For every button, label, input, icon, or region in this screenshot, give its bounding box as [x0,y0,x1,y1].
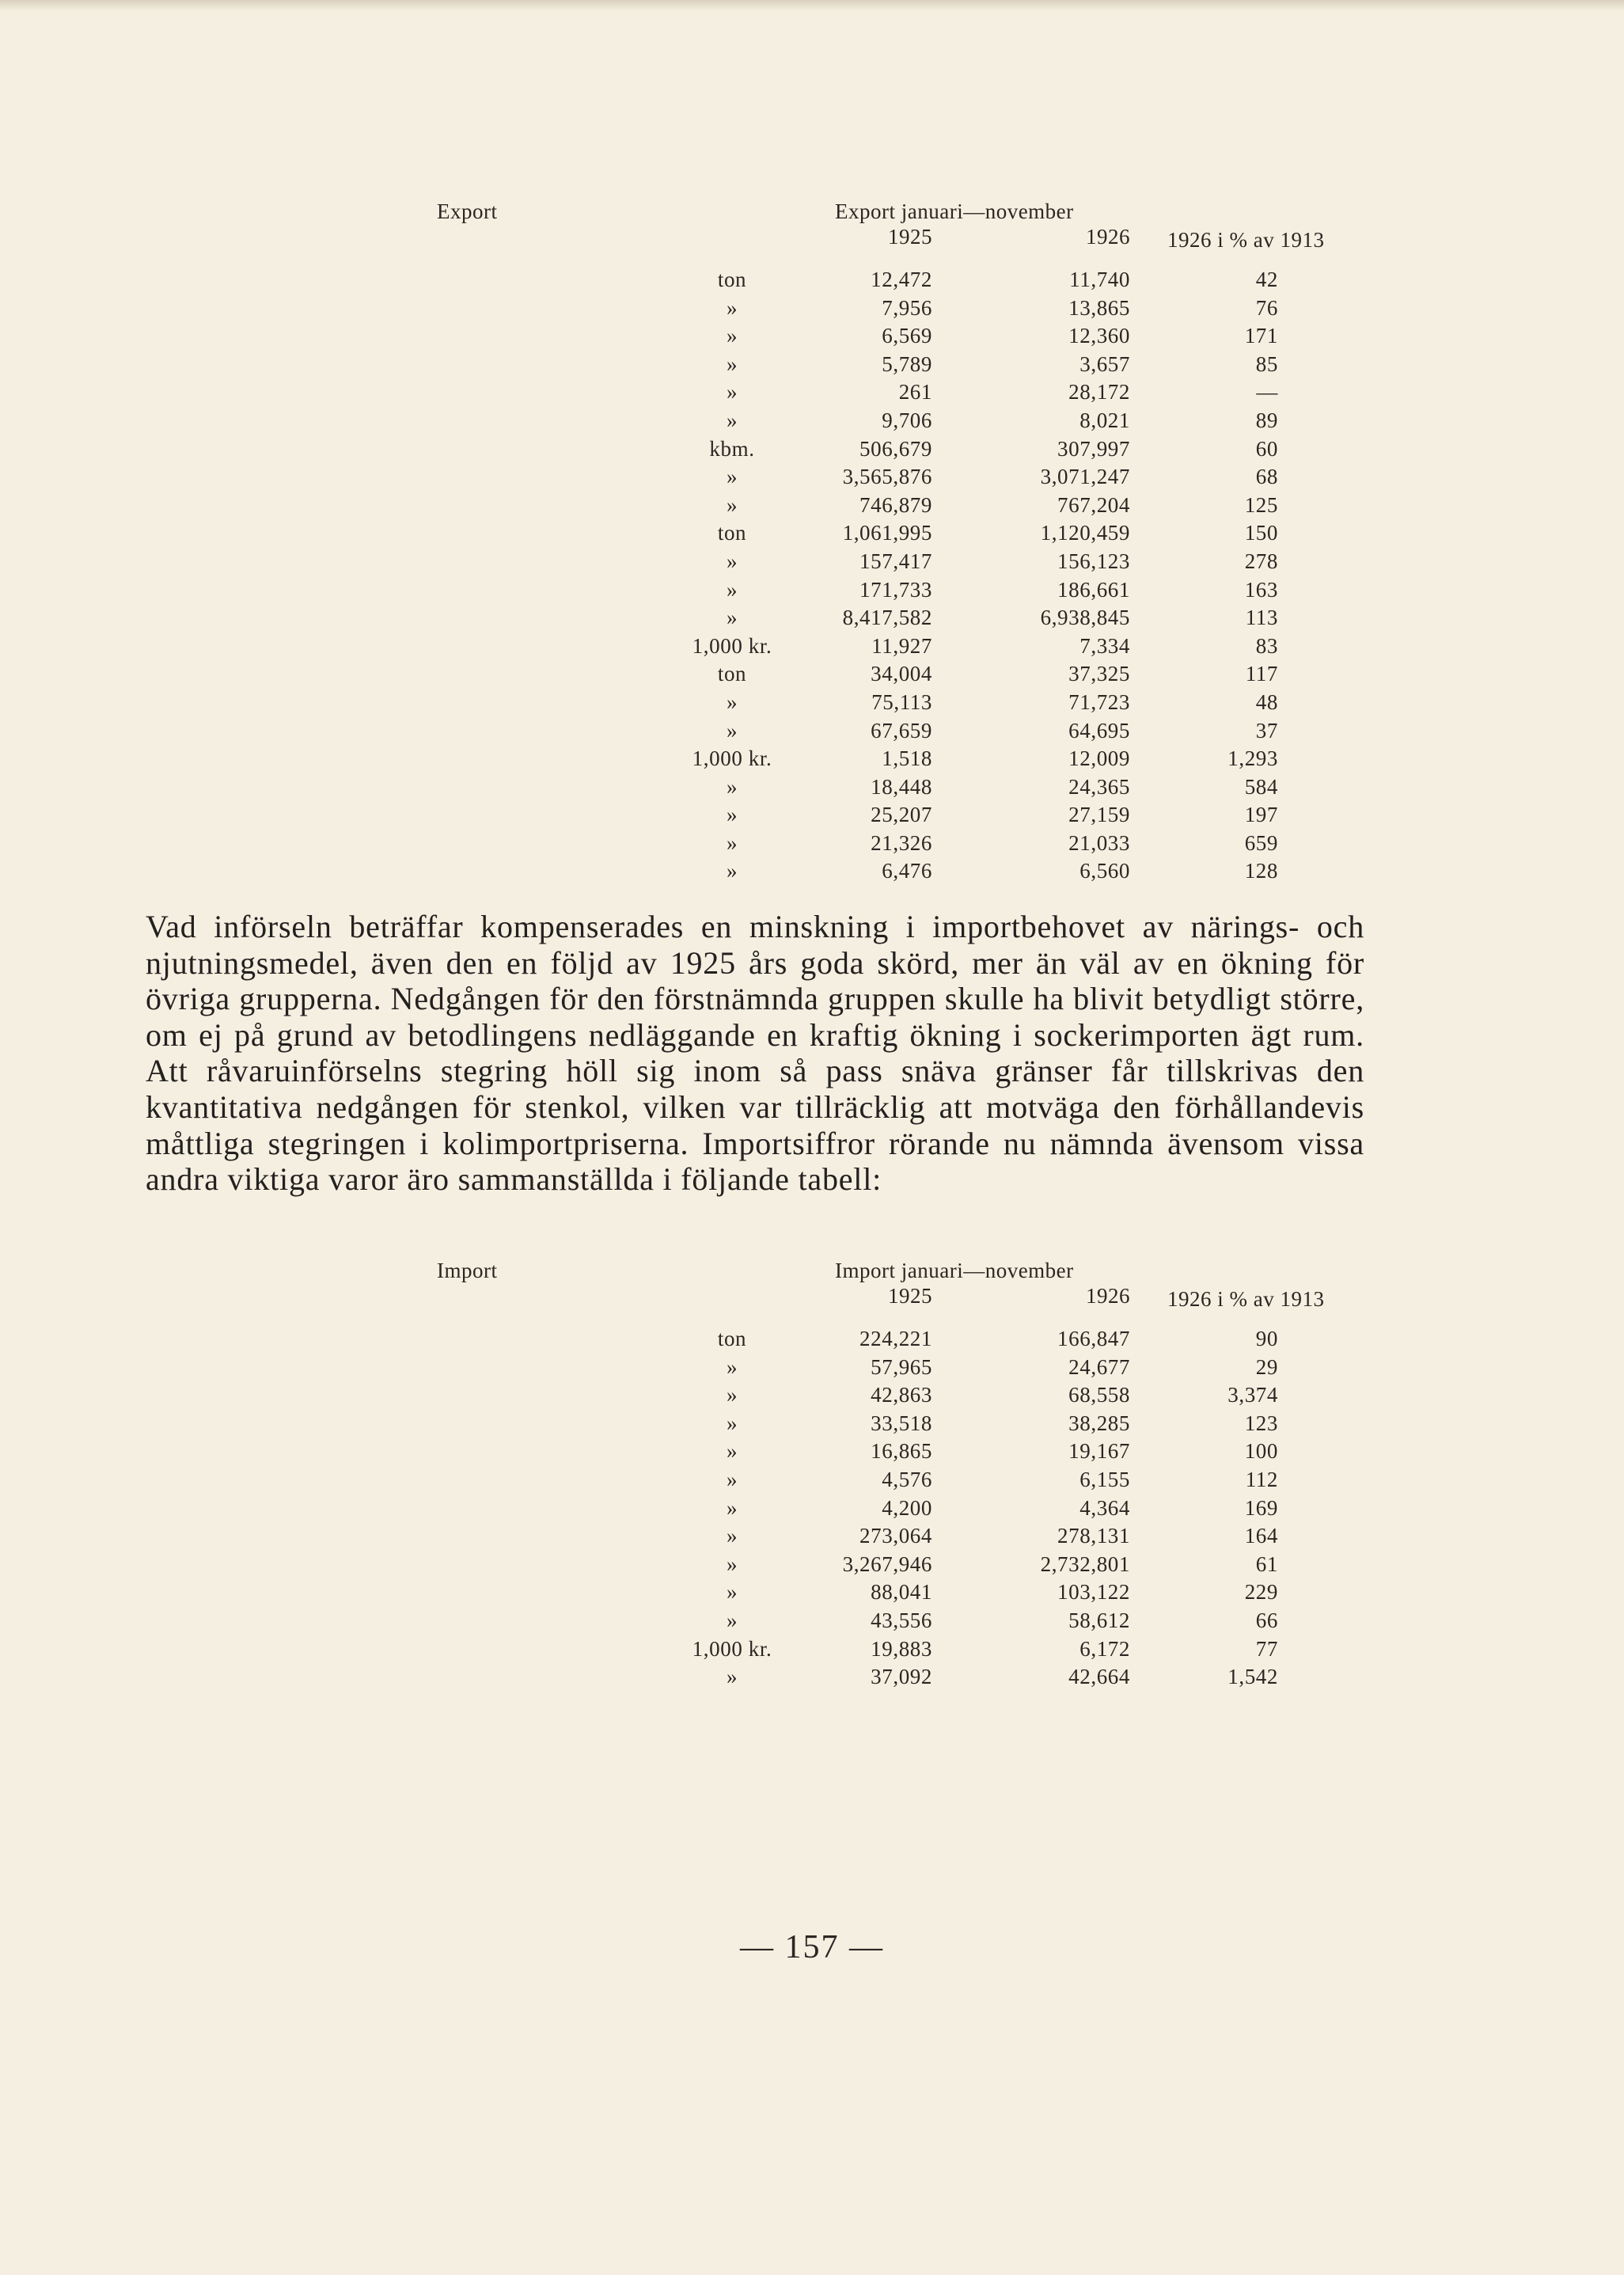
row-unit: » [726,1467,738,1491]
row-percent-1913: 76 [1255,295,1278,320]
row-value-1925: 21,326 [871,830,932,855]
row-value-1925: 3,565,876 [842,465,932,489]
row-value-1925: 157,417 [859,549,932,573]
row-value-1925: 18,448 [871,774,932,799]
row-value-1925: 33,518 [871,1411,932,1435]
table-row [230,1383,1377,1411]
row-value-1925: 37,092 [871,1665,932,1689]
table-row [230,352,1377,381]
row-value-1925: 4,200 [882,1495,932,1520]
import-percent-header: 1926 i % av 1913 [1167,1287,1325,1311]
row-value-1926: 11,740 [1069,268,1130,291]
table-row [230,1552,1377,1581]
table-row [230,1608,1377,1637]
table-row [230,465,1377,493]
row-percent-1913: 197 [1244,803,1278,827]
row-value-1926: 19,167 [1068,1439,1130,1464]
row-percent-1913: 164 [1244,1524,1278,1548]
row-unit: » [726,606,738,630]
row-unit: ton [717,1327,747,1350]
row-value-1926: 103,122 [1057,1580,1130,1605]
export-percent-header: 1926 i % av 1913 [1167,228,1325,252]
row-value-1925: 171,733 [859,577,932,602]
row-unit: » [726,1354,738,1379]
row-value-1926: 8,021 [1080,408,1130,432]
row-value-1926: 71,723 [1068,689,1130,714]
export-year-1926-header: 1926 [1086,225,1130,249]
row-percent-1913: 3,374 [1227,1383,1278,1407]
row-unit: » [726,1383,738,1407]
row-value-1926: 4,364 [1080,1495,1130,1520]
row-unit: » [726,1608,738,1632]
row-value-1925: 6,476 [882,859,932,883]
body-paragraph: Vad införseln beträffar kompenserades en minskning i importbehovet av närings- och njutningsmedel, även den en följd av 1925 års goda skörd, mer än väl av en ökning för övriga grupperna. Nedgången för den förstnämnda gruppen skulle ha blivit betydligt större, om ej på grund av betodlingens nedläggande en kraftig ökning i sockerimporten ägt rum. Att råvaruinförselns stegring höll sig inom så pass snäva gränser får tillskrivas den kvantitativa nedgången för stenkol, vilken var tillräcklig att motväga den förhållandevis måttliga stegringen i kolimportpriserna. Importsiffror rörande nu nämnda ävensom vissa andra viktiga varor äro sammanställda i följande tabell: [146,909,1364,1198]
export-table-header [230,199,1377,268]
table-row [230,578,1377,606]
row-value-1925: 746,879 [859,492,932,517]
row-value-1925: 75,113 [871,689,932,714]
row-value-1925: 16,865 [871,1439,932,1464]
row-unit: » [726,1524,738,1548]
table-row [230,437,1377,465]
row-percent-1913: 123 [1244,1411,1278,1435]
import-period-title: Import januari—november [835,1259,1074,1282]
row-unit: » [726,1665,738,1689]
row-value-1926: 28,172 [1068,380,1130,404]
row-unit: » [726,408,738,432]
row-unit: » [726,1551,738,1576]
table-row [230,746,1377,775]
row-percent-1913: 61 [1255,1551,1278,1576]
row-value-1926: 38,285 [1068,1411,1130,1435]
row-percent-1913: 1,542 [1227,1665,1278,1689]
row-value-1926: 1,120,459 [1040,521,1130,545]
row-unit: » [726,830,738,855]
row-percent-1913: 48 [1255,689,1278,714]
row-percent-1913: 42 [1255,268,1278,291]
row-value-1925: 224,221 [859,1327,932,1350]
row-unit: » [726,803,738,827]
table-row [230,775,1377,803]
row-value-1925: 43,556 [871,1608,932,1632]
row-percent-1913: 66 [1255,1608,1278,1632]
row-percent-1913: 85 [1255,351,1278,376]
row-percent-1913: 77 [1255,1636,1278,1661]
row-value-1925: 11,927 [871,633,932,658]
row-value-1926: 7,334 [1080,633,1130,658]
row-unit: » [726,1439,738,1464]
row-value-1926: 6,172 [1080,1636,1130,1661]
table-row [230,549,1377,578]
row-unit: » [726,549,738,573]
row-value-1926: 13,865 [1068,295,1130,320]
import-year-1926-header: 1926 [1086,1284,1130,1308]
row-unit: 1,000 kr. [692,1636,772,1661]
row-unit: » [726,859,738,883]
row-value-1926: 42,664 [1068,1665,1130,1689]
table-row [230,521,1377,549]
table-row [230,662,1377,690]
row-value-1925: 9,706 [882,408,932,432]
page-edge [0,0,1624,11]
row-value-1926: 6,155 [1080,1467,1130,1491]
row-value-1926: 186,661 [1057,577,1130,602]
row-percent-1913: 128 [1244,859,1278,883]
row-value-1926: 37,325 [1068,662,1130,686]
export-section-title: Export [437,199,498,223]
row-value-1926: 3,657 [1080,351,1130,376]
row-percent-1913: 278 [1244,549,1278,573]
table-row [230,1355,1377,1384]
row-value-1925: 42,863 [871,1383,932,1407]
row-value-1926: 307,997 [1057,436,1130,461]
table-row [230,1411,1377,1440]
row-percent-1913: 1,293 [1227,746,1278,771]
table-row [230,1496,1377,1525]
row-percent-1913: 89 [1255,408,1278,432]
row-value-1926: 68,558 [1068,1383,1130,1407]
row-unit: ton [717,662,747,686]
table-row [230,324,1377,352]
table-row [230,859,1377,887]
row-percent-1913: 659 [1244,830,1278,855]
table-row [230,1327,1377,1355]
row-value-1926: 12,009 [1068,746,1130,771]
row-value-1925: 19,883 [871,1636,932,1661]
table-row [230,408,1377,437]
row-unit: » [726,465,738,489]
import-table-header [230,1259,1377,1327]
table-row [230,690,1377,719]
row-value-1926: 21,033 [1068,830,1130,855]
import-year-1925-header: 1925 [888,1284,932,1308]
row-value-1926: 2,732,801 [1040,1551,1130,1576]
row-value-1926: 278,131 [1057,1524,1130,1548]
row-percent-1913: 150 [1244,521,1278,545]
row-value-1925: 67,659 [871,718,932,743]
row-unit: » [726,1411,738,1435]
row-percent-1913: 112 [1245,1467,1278,1491]
table-row [230,1580,1377,1608]
table-row [230,606,1377,634]
table-row [230,380,1377,408]
row-value-1925: 273,064 [859,1524,932,1548]
row-unit: » [726,1495,738,1520]
table-row [230,1439,1377,1468]
row-value-1925: 5,789 [882,351,932,376]
row-value-1925: 6,569 [882,324,932,348]
row-percent-1913: 163 [1244,577,1278,602]
row-unit: 1,000 kr. [692,746,772,771]
row-value-1926: 27,159 [1068,803,1130,827]
export-rows [230,268,1377,887]
export-year-1925-header: 1925 [888,225,932,249]
row-value-1925: 57,965 [871,1354,932,1379]
row-value-1926: 166,847 [1057,1327,1130,1350]
row-percent-1913: 229 [1244,1580,1278,1605]
row-unit: » [726,351,738,376]
row-value-1926: 58,612 [1068,1608,1130,1632]
row-value-1926: 24,365 [1068,774,1130,799]
row-percent-1913: 60 [1255,436,1278,461]
row-percent-1913: 90 [1255,1327,1278,1350]
row-value-1926: 3,071,247 [1040,465,1130,489]
table-row [230,493,1377,522]
page-number: — 157 — [740,1929,884,1965]
row-unit: » [726,492,738,517]
row-value-1925: 1,061,995 [842,521,932,545]
row-value-1926: 156,123 [1057,549,1130,573]
row-percent-1913: — [1256,380,1278,404]
table-row [230,1524,1377,1552]
import-table [230,1259,1377,1693]
row-unit: » [726,295,738,320]
row-percent-1913: 68 [1255,465,1278,489]
row-unit: 1,000 kr. [692,633,772,658]
row-percent-1913: 584 [1244,774,1278,799]
row-value-1926: 64,695 [1068,718,1130,743]
row-unit: » [726,380,738,404]
row-unit: ton [717,521,747,545]
row-value-1925: 261 [898,380,932,404]
table-row [230,268,1377,296]
table-row [230,1637,1377,1665]
import-rows [230,1327,1377,1693]
row-value-1925: 34,004 [871,662,932,686]
table-row [230,719,1377,747]
export-period-title: Export januari—november [835,199,1074,223]
table-row [230,1468,1377,1496]
row-unit: ton [717,268,747,291]
row-value-1926: 767,204 [1057,492,1130,517]
export-table [230,199,1377,887]
table-row [230,831,1377,860]
row-value-1925: 12,472 [871,268,932,291]
row-unit: » [726,1580,738,1605]
row-value-1926: 6,560 [1080,859,1130,883]
row-value-1926: 24,677 [1068,1354,1130,1379]
table-row [230,634,1377,663]
table-row [230,296,1377,325]
row-value-1925: 8,417,582 [842,606,932,630]
row-percent-1913: 169 [1244,1495,1278,1520]
row-value-1925: 3,267,946 [842,1551,932,1576]
row-value-1925: 7,956 [882,295,932,320]
row-value-1925: 88,041 [871,1580,932,1605]
row-value-1925: 1,518 [882,746,932,771]
import-section-title: Import [437,1259,498,1282]
row-percent-1913: 171 [1244,324,1278,348]
row-value-1925: 25,207 [871,803,932,827]
row-percent-1913: 83 [1255,633,1278,658]
row-percent-1913: 29 [1255,1354,1278,1379]
row-value-1925: 4,576 [882,1467,932,1491]
row-value-1926: 12,360 [1068,324,1130,348]
row-unit: » [726,577,738,602]
table-row [230,1665,1377,1693]
row-value-1925: 506,679 [859,436,932,461]
row-unit: » [726,689,738,714]
row-unit: » [726,324,738,348]
row-unit: kbm. [709,436,755,461]
row-percent-1913: 125 [1244,492,1278,517]
table-row [230,803,1377,831]
row-percent-1913: 117 [1245,662,1278,686]
row-percent-1913: 100 [1244,1439,1278,1464]
row-value-1926: 6,938,845 [1040,606,1130,630]
row-percent-1913: 37 [1255,718,1278,743]
row-unit: » [726,774,738,799]
row-unit: » [726,718,738,743]
row-percent-1913: 113 [1245,606,1278,630]
